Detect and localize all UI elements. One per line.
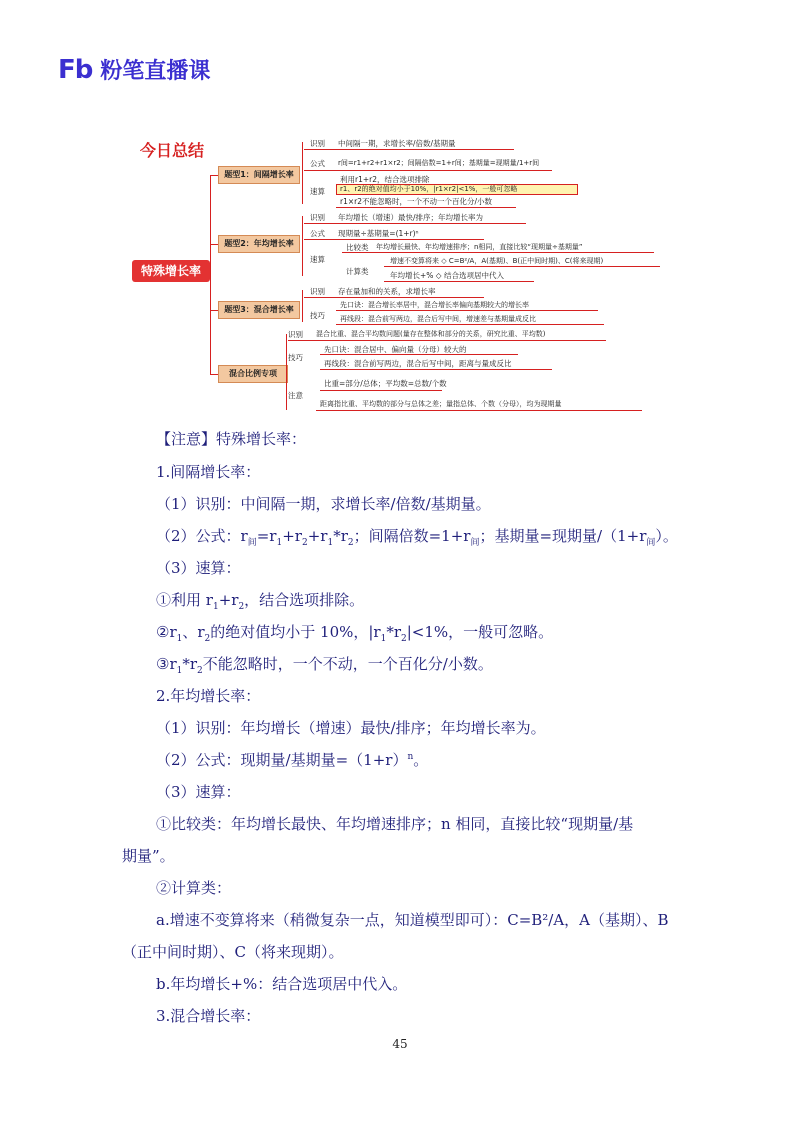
text: *r (386, 623, 402, 641)
t3-identify-label: 识别 (310, 287, 325, 296)
formula-text: +r (282, 527, 302, 545)
section-2-calc-a-line-1: a.增速不变算将来（稍微复杂一点，知道模型即可）：C=B²/A，A（基期）、B (156, 911, 669, 929)
text: 的绝对值均小于 10%，|r (210, 623, 381, 641)
mindmap-underline (336, 310, 598, 311)
t2-formula: 现期量÷基期量=(1+r)ⁿ (338, 229, 419, 238)
text: 、r (182, 623, 205, 641)
section-2-title: 2.年均增长率： (156, 687, 261, 705)
section-2-calc: ②计算类： (156, 879, 232, 897)
t4-skill-2: 再线段：混合前写两边，混合后写中间，距离与量成反比 (324, 359, 512, 368)
mindmap-topic-2: 题型2：年均增长率 (218, 235, 300, 253)
section-1-speed-1 (156, 589, 364, 612)
mindmap-underline (342, 252, 654, 253)
mindmap-underline (320, 369, 552, 370)
t4-identify-label: 识别 (288, 330, 303, 339)
mindmap-underline (304, 223, 526, 224)
t2-speed-label: 速算 (310, 255, 325, 264)
mindmap-underline (316, 410, 642, 411)
brand-logo (58, 54, 210, 85)
formula-text: +r (307, 527, 328, 545)
text: 不能忽略时，一个不动，一个百化分/小数。 (202, 655, 493, 673)
t1-speed-label: 速算 (310, 187, 325, 196)
t1-identify-label: 识别 (310, 139, 325, 148)
mindmap-branch (210, 244, 218, 245)
formula-text: ；基期量=现期量/（1+r (479, 527, 647, 545)
formula-text: （2）公式：r (156, 527, 248, 545)
t3-skill-label: 技巧 (310, 311, 325, 320)
section-1-speed-3 (156, 653, 493, 676)
mindmap-underline (304, 297, 484, 298)
mindmap-branch (210, 310, 218, 311)
section-2-compare-line-1: ①比较类：年均增长最快、年均增速排序；n 相同，直接比较“现期量/基 (156, 815, 634, 833)
t1-speed-1: 利用r1+r2，结合选项排除 (340, 175, 430, 184)
t2-compare-label: 比较类 (346, 243, 369, 252)
t1-identify: 中间隔一期，求增长率/倍数/基期量 (338, 139, 456, 148)
t3-skill-1: 先口诀：混合增长率居中，混合增长率偏向基期较大的增长率 (340, 301, 529, 309)
t2-compare: 年均增长最快、年均增速排序；n相同，直接比较“现期量÷基期量” (376, 243, 583, 251)
mindmap-underline (304, 149, 514, 150)
t4-note-1: 比重=部分/总体；平均数=总数/个数 (324, 379, 447, 388)
formula-text: =r (256, 527, 277, 545)
t2-formula-label: 公式 (310, 229, 325, 238)
mindmap-connector (286, 334, 287, 410)
mindmap-topic-3: 题型3：混合增长率 (218, 301, 300, 319)
t2-calc-1: 增速不变算将来 ◇ C=B²/A，A(基期)、B(正中间时期)、C(将来现期) (390, 257, 604, 265)
subscript: 1 (327, 538, 334, 548)
mindmap-topic-1: 题型1：间隔增长率 (218, 166, 300, 184)
subscript: 2 (204, 634, 211, 644)
subscript: 2 (347, 538, 354, 548)
text: （2）公式：现期量/基期量=（1+r） (156, 751, 408, 769)
text: 。 (413, 751, 429, 769)
subscript: 间 (470, 538, 480, 548)
page-number: 45 (392, 1037, 408, 1051)
subscript: 2 (197, 666, 203, 676)
section-1-speed: （3）速算： (156, 559, 241, 577)
text: ，结合选项排除。 (244, 591, 365, 609)
subscript: 1 (176, 666, 183, 676)
subscript: 2 (238, 602, 245, 612)
mindmap-underline (320, 390, 442, 391)
superscript: n (407, 752, 414, 762)
t2-identify-label: 识别 (310, 213, 325, 222)
subscript: 1 (380, 634, 387, 644)
section-1-speed-2 (156, 621, 553, 644)
section-1-title: 1.间隔增长率： (156, 463, 261, 481)
t4-note-label: 注意 (288, 391, 303, 400)
t4-skill-label: 技巧 (288, 353, 303, 362)
subscript: 1 (212, 602, 219, 612)
subscript: 2 (401, 634, 407, 644)
text: *r (182, 655, 198, 673)
formula-text: ；间隔倍数=1+r (353, 527, 471, 545)
mindmap-underline (320, 354, 518, 355)
section-2-formula (156, 749, 428, 770)
mindmap-connector (302, 142, 303, 204)
mindmap-figure (128, 130, 648, 415)
section-2-compare-line-2: 期量”。 (122, 847, 175, 865)
formula-text: ）。 (655, 527, 678, 545)
section-2-identify: （1）识别：年均增长（增速）最快/排序；年均增长率为。 (156, 719, 546, 737)
text: ③r (156, 655, 177, 673)
t4-skill-1: 先口诀：混合居中、偏向量（分母）较大的 (324, 345, 467, 354)
mindmap-title: 今日总结 (140, 141, 205, 160)
mindmap-underline (336, 207, 516, 208)
mindmap-connector (302, 290, 303, 322)
mindmap-underline (304, 239, 484, 240)
mindmap-trunk (210, 175, 211, 375)
t2-calc-2: 年均增长+% ◇ 结合选项居中代入 (390, 271, 504, 280)
subscript: 间 (247, 538, 257, 548)
section-2-calc-a-line-2: （正中间时期）、C（将来现期）。 (122, 943, 344, 961)
t1-formula-label: 公式 (310, 159, 325, 168)
section-1-identify: （1）识别：中间隔一期，求增长率/倍数/基期量。 (156, 495, 491, 513)
text: |<1%，一般可忽略。 (406, 623, 554, 641)
mindmap-root: 特殊增长率 (132, 260, 210, 282)
t2-calc-label: 计算类 (346, 267, 369, 276)
subscript: 间 (646, 538, 656, 548)
mindmap-connector (302, 216, 303, 276)
section-1-formula (156, 525, 678, 548)
formula-text: *r (333, 527, 348, 545)
mindmap-underline (288, 340, 606, 341)
t1-formula: r间=r1+r2+r1×r2；间隔倍数=1+r间；基期量=现期量/1+r间 (338, 159, 540, 167)
logo-text: 粉笔直播课 (100, 59, 211, 84)
t3-skill-2: 再线段：混合前写两边，混合后写中间，增速差与基期量成反比 (340, 315, 536, 323)
mindmap-underline (336, 324, 604, 325)
t4-note-2: 距离指比重、平均数的部分与总体之差；量指总体、个数（分母），均为现期量 (320, 400, 562, 408)
mindmap-topic-4: 混合比例专项 (218, 365, 288, 383)
t1-speed-2: r1、r2的绝对值均小于10%，|r1×r2|<1%，一般可忽略 (340, 185, 518, 193)
logo-mark: Fb (58, 54, 93, 85)
mindmap-underline (384, 281, 534, 282)
subscript: 1 (276, 538, 283, 548)
section-3-title: 3.混合增长率： (156, 1007, 261, 1025)
mindmap-underline (384, 266, 660, 267)
t2-identify: 年均增长（增速）最快/排序；年均增长率为 (338, 213, 484, 222)
mindmap-branch (210, 175, 218, 176)
mindmap-branch (210, 374, 218, 375)
mindmap-underline (304, 170, 552, 171)
t4-identify: 混合比重、混合平均数问题(量存在整体和部分的关系，研究比重、平均数) (316, 330, 546, 338)
section-2-speed: （3）速算： (156, 783, 241, 801)
section-2-calc-b: b.年均增长+%：结合选项居中代入。 (156, 975, 408, 993)
note-title: 【注意】特殊增长率： (156, 430, 307, 448)
text: ①利用 r (156, 591, 213, 609)
t3-identify: 存在量加和的关系，求增长率 (338, 287, 436, 296)
t1-speed-3: r1×r2不能忽略时，一个不动一个百化分/小数 (340, 197, 493, 206)
subscript: 1 (176, 634, 183, 644)
text: +r (218, 591, 239, 609)
subscript: 2 (301, 538, 308, 548)
text: ②r (156, 623, 177, 641)
